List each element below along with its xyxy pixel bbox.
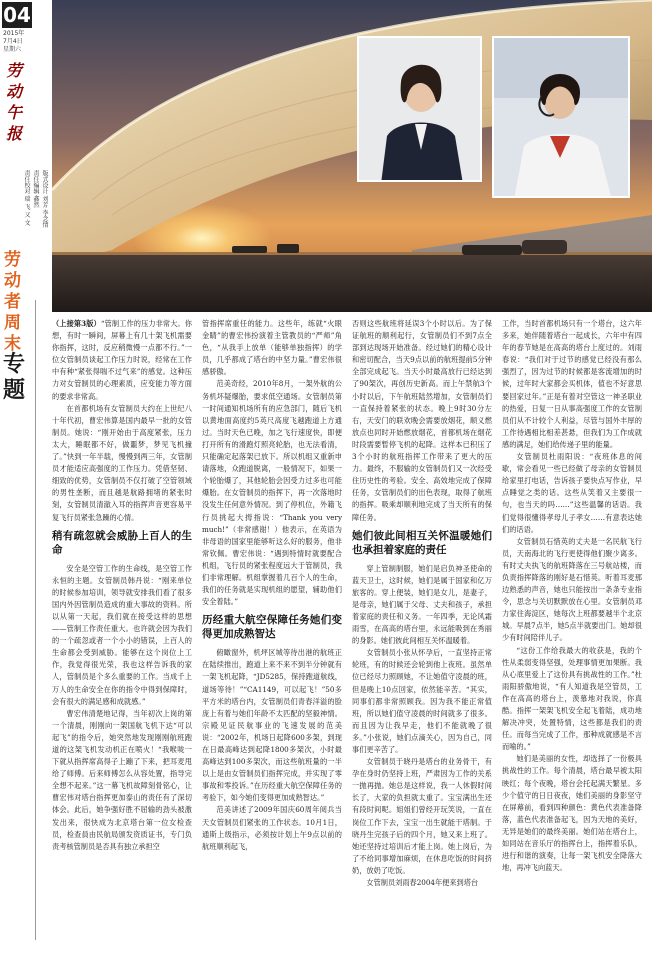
issue-weekday: 星期六 bbox=[3, 46, 22, 53]
issue-date bbox=[3, 30, 24, 54]
page-number: 04 bbox=[3, 3, 31, 27]
paragraph: 工作，当时首都机场只有一个塔台，这六年多来，她伴随着塔台一起成长，六年中有四年的春节她是在高高的塔台上度过的。刘雨春说：“我们对于过节的感觉已经没有那么强烈了，因为过节的时候都是客流增加的时候，过年时大家都会买机体，值也不好意思要回家过年。”正是有着对空管这一神圣职业的热爱，日复一日从事高强度工作的女管制员们从不计较个人利益，尽管与国外丰厚的工作待遇相比相差甚悬，但我们为工作成就感的满足，她们给传递子里的能量。 bbox=[502, 319, 642, 449]
article-column-4 bbox=[502, 318, 642, 874]
credit-layout: 版式设计 刘芳 李念情 bbox=[41, 170, 48, 228]
paragraph: 穿上管制制服，她们是启负神圣使命的蓝天卫士，这时候，她们是属于国家和亿万旅客的。穿上便装，她们是女儿，是妻子，是母亲，她们属于父母、丈夫和孩子，承担着家庭的责任和义务。一年四季，无论风霜雨雪，在高高的塔台里，永远能吸到在秀丽的身影。她们彼此间相互关怀温暖着。 bbox=[352, 563, 492, 646]
credit-proofreader: 责任校对 瑞 飞 又 文 bbox=[23, 170, 30, 226]
issue-month-day: 7月4日 bbox=[3, 38, 23, 45]
paragraph: 在首都机场有女管制员大约在上世纪八十年代初，曹宏伟算是国内最早一批的女管制员。她说：“刚开始由于高度紧张，压力太大，睡眠都不好，做噩梦，梦见飞机撞了。”快到一年半载，慢慢到两三年，女管制员才能适应高强度的工作压力。凭借坚韧、细致的优势，女管制员不仅打破了空管领域的男性垄断，而且越是航路拥堵的紧张时刻，女管制员清澈入耳的指挥声音更容易平复飞行员紧张急躁的心情。 bbox=[52, 403, 192, 522]
paragraph: 否则这些航班将延误3个小时以后。为了保证航班的顺利起行，女管制员们不到7点全部到达现场开始准备。经过她们的精心设计和密切配合，当天9点以前的航班提前5分钟全部完成起飞。当天小时最高放行已经达到了90架次，再创历史新高。而上午禁航3个小时以后，下午航班陆然增加，女管制员们一直保持着紧张的状态。晚上9时30分左右，天安门的联欢晚会需要放烟花，顺义燃放点也同时开始燃放烟花，首都机场在烟花时段需要暂停飞机的起降。这样本已积压了3个小时的航班指挥工作带来了更大的压力。最终，不服输的女管制员们又一次经受住历史性的考验。安全、高效地完成了保障任务，女管制员们的出色表现，取得了航班的指挥。吸乘却顺利地完成了当天所有的保障任务。 bbox=[352, 319, 492, 522]
controller-photo-left bbox=[357, 36, 482, 182]
paragraph: 安全是空管工作的生命线，是空管工作永恒的主题。女管制员韩丹说：“刚来单位的时候参加培训，领导就安排我们看了很多国内外因管制员造成的重大事故的资料。所以从第一天起，我们就在接受这样的思想——管制工作责任重大。也许就会因为我们的一个疏忽或者一个小小的错误，上百人的生命都会受到威胁。能够在这个岗位上工作，我觉得很光荣，我也这样告诉我的家人，管制员是个多么重要的工作。当成千上万人的生命安全在你的指令中得到保障时，会有很大的满足感和成就感。” bbox=[52, 563, 192, 706]
paragraph: 管指挥席重任的能力。这些年，练就“火眼金睛”的曹宏伟扮演着主管教员的“严师”角色，“从我手上放单（能够单独指挥）的学员，几乎都成了塔台的中坚力量。”曹宏伟很感骄傲。 bbox=[202, 319, 342, 377]
subheading: 稍有疏忽就会威胁上百人的生命 bbox=[52, 529, 192, 556]
article-body bbox=[52, 318, 650, 950]
section-name: 劳动者周末 bbox=[4, 250, 21, 354]
portrait-right bbox=[494, 38, 630, 198]
paragraph: 女管制员石惜英的丈夫是一名民航飞行员，天南海北的飞行更使得他们聚少离多。有时丈夫执飞的航班降落在三号航站楼，而负责指挥降落的刚好是石惜英。听着耳麦那边熟悉的声音，她也只能按出一条条专业指令，思念与关切默默放在心里。女管制员邓力家住海淀区，她每次上班都要越半个北京城。早晨7点半，她5点半就要出门。她却很少有时间陪伴儿子。 bbox=[502, 536, 642, 643]
paragraph: 范美讲述了2009年国庆60周年阅兵当天女管制员们紧张的工作状态。10月1日，通斯上级指示，必须按计划上午9点以前的航班顺利起飞， bbox=[202, 805, 342, 851]
issue-year: 2015年 bbox=[3, 30, 25, 37]
sidebar-divider bbox=[35, 300, 36, 940]
paragraph: 她们是美丽的女性，却选择了一份极具挑战性的工作。每个清晨，塔台最早被太阳映红；每个夜晚，塔台会托起满天繁星。多少个值守的日日夜夜，她们美丽的身影坚守在屏幕前，看到四种颜色：黄色代表准备降落，蓝色代表准备起飞，因为天地的美好，无异是她们的最终美丽。她们站在塔台上，如同站在音乐厅的指挥台上，指挥着乐队，进行和谐的演奏，让每一架飞机安全降落大地，再冲飞向蓝天。 bbox=[502, 754, 642, 873]
page-sidebar bbox=[0, 0, 50, 955]
paragraph: 俯瞰窗外，机坪区城等待出港的航班正在陆续推出，跑道上来不来不到半分钟就有一架飞机起降，“JD5285，保持跑道航线，道场等待！”“CA1149，可以起飞！”50多平方米的塔台内，女管制员们青春洋溢的脸庞上有着与她们年龄不太匹配的坚毅神情。宗殿见证民航事业的飞速发展的范美说：“2002年，机场日起降600多架，到现在日最高峰达到起降1800多架次，小时最高峰达到100多架次，而这些航班量的一半以上是由女管制员们指挥完成，并实现了零事故和零投诉。”在历经重大航空保障任务的考验下，如今她们变得更加成熟智达。” bbox=[202, 648, 342, 803]
controller-photo-right bbox=[492, 36, 630, 198]
credit-editor: 责任编辑 鑫然 bbox=[32, 170, 39, 208]
continued-from-label: （上接第3版） bbox=[52, 319, 101, 328]
newspaper-logo: 劳动午报 bbox=[6, 61, 23, 143]
subheading: 她们彼此间相互关怀温暖她们也承担着家庭的责任 bbox=[352, 529, 492, 556]
article-column-1 bbox=[52, 318, 192, 853]
paragraph: 女管制员刘雨春2004年便来到塔台 bbox=[366, 878, 479, 888]
article-column-2 bbox=[202, 318, 342, 853]
paragraph: “这份工作给我最大的收获是，我的个性从柔弱变得坚强，处理事情更加果断。我从心底里爱上了这份具有挑战性的工作。”杜雨阳骄傲地说，“有人知道我是空管员，工作在高高的塔台上，羡慕地对我说，你真酷。指挥一架架飞机安全起飞着陆，成功地解决冲突，处置特情，这些都是我们的责任。而每当完成了工作，那种成就感是不言而喻的。” bbox=[502, 645, 642, 752]
paragraph: 女管制员小张从怀孕后，一直坚持正常轮班，有的时候还会轮到他上夜班。虽然单位已经尽力照顾她，不让她值守凌晨的班，但是晚上10点回家，依然能辛苦。“其实，同事们都非常照顾我。因为我不能正常值班，所以她们值守凌晨的时间就多了很多。而且因为让我早走，他们不能就晚了很多。”小张说，她们点滴关心，因为自己，同事们更辛苦了。 bbox=[352, 648, 492, 754]
article-column-3 bbox=[352, 318, 492, 889]
subheading: 历经重大航空保障任务她们变得更加成熟智达 bbox=[202, 614, 342, 641]
hero-photo bbox=[52, 0, 652, 312]
paragraph: 曹宏伟清楚地记得，当年初次上岗的第一个清晨，刚刚向一架国航飞机下达“可以起飞”的指令后，她突然地发现刚刚航班跑道的这架飞机发动机正在喷火！“我喉咙一下就从指挥席高得子上蹦了下来，把耳麦甩给了师傅。后来师傅怎么从容处置，指导完全想不起来。”这一幕飞机故障刻骨铭心，让曹宏伟对塔台指挥更加泰山的责任有了深切体会。此后，她争强好胜不屈输的劲头被激发出来，很快成为北京塔台第一位女检查员，检查員由民航局颁发资质证书，专门负责考核管制员是否具有独立承担空 bbox=[52, 708, 192, 851]
portrait-left bbox=[359, 38, 482, 182]
paragraph: 女管制员于晓丹是塔台的业务骨干，有孕在身时仍坚持上班，严肃因为工作的关系一抛再抛。她总是这样说，我一人休假时间长了，大家的负担就太重了。宝宝满出生还有段时间呢。姐姐们曾经开玩笑说，一直在岗位工作下去，宝宝一出生就能干塔制。于晓丹生完孩子后的四个月，她又来上班了。她还坚持过培训后才能上岗。她上岗后，为了不给同事增加麻烦，在休息吃饭的时间挤奶，放奶了吃饭。 bbox=[352, 757, 492, 875]
paragraph: 范美奇经，2010年8月，一架外航的公务机坏疑爆胎，要求低空通场。女管制员第一时间通知机场所有的应急部门，随后飞机以黄地面高度约5英尺高度飞越跑道上方通过。当时天色已晚，加之飞行速度快，即便打开所有的滑跑灯照亮轮胎，也无法看清，只能确定起落架已放下。所以机组又重新申请落地，众跑道脱离，一般情况下，如果一个轮胎爆了，其他轮胎会因受力过多也可能爆胎。在女管制员的指挥下，再一次落地时没发生任何意外情况。到了停机位，外籍飞行员挑起大拇指说：“Thank you very much!”（非常感谢！）他表示，在英语为非母语的国家里能够听这么好的服务，他非常钦佩。曹宏伟说：“遇到特情时就要配合机组，飞行员的紧张程度远大于管制员，我们非常理解。机组掌握着几百个人的生命，我们的任务就是实现机组的愿望，辅助他们安全着陆。” bbox=[202, 379, 342, 607]
paragraph: 女管制员杜雨阳说：“夜班体息的间歇，常会看见一些已经做了母亲的女管制员给家里打电话，告诉孩子要快点写作业，早点睡觉之类的话。这些从笑着又主要很一句，也当天的吗……”这些温馨的话语。我们觉得很懂得孝母儿子孝女……有意表达她们的话语。 bbox=[502, 452, 642, 534]
section-special: 专题 bbox=[3, 352, 26, 403]
paragraph: （上接第3版）“管制工作的压力非常大。你想，有时一瞬间，屏幕上有几十架飞机需要你指挥，这时，反应稍微慢一点都不行。”一位女管制员谈起工作压力时说，经常在工作中有种“紧张得喘不过气来”的感觉。这种压力对女管制员的心理素质，应变能力等方面的要求非常高。 bbox=[52, 319, 192, 401]
